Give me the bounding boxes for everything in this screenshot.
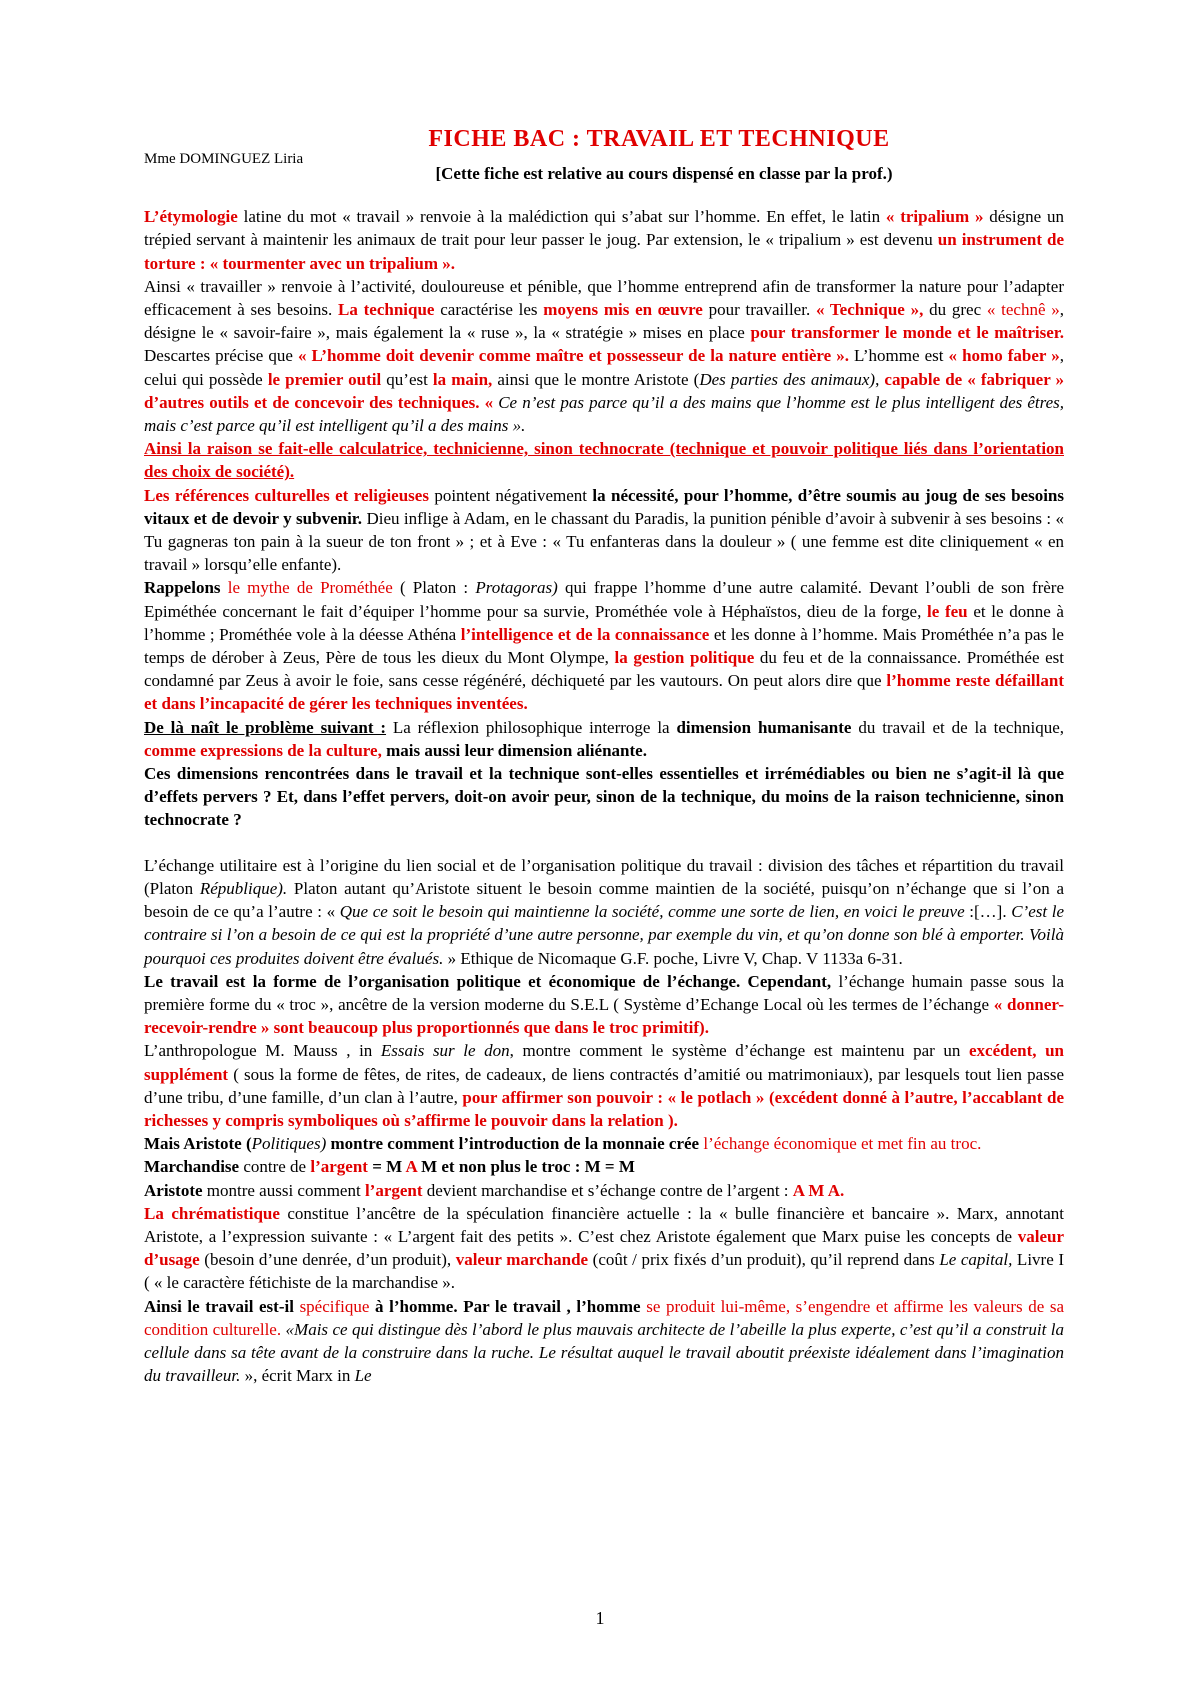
text-run: du grec (923, 300, 987, 320)
text-run: devient marchandise et s’échange contre de l’argent : (422, 1180, 793, 1200)
document-title: FICHE BAC : TRAVAIL ET TECHNIQUE (428, 126, 890, 152)
text-run: A (405, 1157, 417, 1177)
text-run: Des parties des animaux) (699, 369, 876, 389)
paragraph (144, 205, 1064, 275)
text-run: montre aussi comment (202, 1180, 365, 1200)
text-run: Le (354, 1366, 372, 1386)
text-run: , celui qui possède (144, 346, 1064, 389)
text-run: l’échange économique et met fin au troc. (703, 1134, 982, 1154)
paragraph (144, 576, 1064, 715)
text-run: et le donne à l’homme ; Prométhée vole à la déesse Athéna (144, 601, 1064, 644)
text-run: Essais sur le don (380, 1041, 510, 1061)
document-body (144, 205, 1064, 1387)
text-run: M et non plus le troc : M = M (416, 1157, 635, 1177)
text-run: l’intelligence et de la connaissance (460, 624, 710, 644)
text-run: Marchandise (144, 1157, 240, 1177)
text-run: « donner-recevoir-rendre » sont beaucoup plus proportionnés que dans le troc primitif). (144, 994, 1064, 1038)
text-run: valeur d’usage (144, 1226, 1064, 1270)
paragraph (144, 1295, 1064, 1388)
text-run: Le capital, (939, 1250, 1013, 1270)
paragraph (144, 1179, 1064, 1202)
paragraph (144, 484, 1064, 577)
text-run: du feu et de la connaissance. Prométhée est condamné par Zeus à avoir le foie, sans cesse régénéré, déchiqueté par les vautours. On peut alors dire que (144, 648, 1064, 691)
text-run: L’anthropologue M. Mauss , in (144, 1041, 381, 1061)
text-run: un instrument de torture : « tourmenter avec un tripalium ». (144, 230, 1064, 273)
text-run: pour transformer le monde et le maîtriser. (750, 323, 1064, 343)
text-run: « Technique », (815, 300, 924, 320)
text-run: C’est le contraire si l’on a besoin de ce qui est la propriété d’une autre personne, par exemple du vin, et qu’on donne son blé à emporter. Voilà pourquoi ces produites doivent être évalués. (144, 902, 1065, 968)
text-run: latine du mot « travail » renvoie à la malédiction qui s’abat sur l’homme. En effet, le latin (237, 207, 886, 227)
text-run: constitue l’ancêtre de la spéculation financière actuelle : la « bulle financière et bancaire ». Marx, annotant Aristote, a l’expression suivante : « L’argent fait des petits ». C’est chez Aristote également que Marx puise les concepts de (144, 1203, 1064, 1246)
text-run: du travail et de la technique, (851, 717, 1064, 737)
text-run: Aristote (144, 1180, 203, 1200)
paragraph (144, 1155, 1064, 1178)
text-run: se produit lui-même, s’engendre et affirme les valeurs de sa condition culturelle. (144, 1296, 1065, 1339)
text-run: Politiques) (251, 1134, 327, 1154)
text-run: La réflexion philosophique interroge la (386, 717, 677, 737)
text-run: Platon autant qu’Aristote situent le besoin comme maintien de la société, puisqu’on n’échange que si l’on a besoin de ce qu’a l’autre : « (144, 878, 1064, 922)
text-run: Ces dimensions rencontrées dans le travail et la technique sont-elles essentielles et irrémédiables ou bien ne s’agit-il là que d’effets pervers ? Et, dans l’effet pervers, doit-on avoir peur, sinon de la technique, du moins de la raison technicienne, sinon technocrate ? (144, 764, 1064, 830)
text-run: Ainsi la raison se fait-elle calculatrice, technicienne, sinon technocrate (technique et pouvoir politique liés dans l’orientation des choix de société). (144, 439, 1064, 482)
document-subtitle: [Cette fiche est relative au cours dispensé en classe par la prof.) (435, 164, 893, 183)
page-number: 1 (595, 1608, 605, 1628)
text-run: comme expressions de la culture, (144, 740, 382, 760)
document-page (144, 128, 1064, 1387)
text-run: pointent négativement (428, 485, 593, 505)
author-name: Mme DOMINGUEZ Liria (144, 151, 304, 167)
text-run: La chrématistique (144, 1203, 280, 1223)
text-run: qui frappe l’homme d’une autre calamité. Devant l’oubli de son frère Epiméthée concernant le fait d’équiper l’homme pour sa survie, Prométhée vole à Héphaïstos, dieu de la forge, (144, 578, 1064, 621)
paragraph (144, 1039, 1064, 1132)
text-run: , montre comment le système d’échange est maintenu par un (509, 1041, 969, 1061)
text-run: à l’homme. Par le travail , l’homme (375, 1296, 641, 1316)
text-run (221, 578, 228, 597)
text-run: pour affirmer son pouvoir : « le potlach » (excédent donné à l’autre, l’accablant de richesses y compris symboliques où s’affirme le pouvoir dans la relation ). (144, 1087, 1064, 1130)
text-run: L’étymologie (144, 207, 238, 227)
text-run: La technique (338, 300, 435, 320)
paragraph (144, 437, 1064, 483)
text-run: montre comment l’introduction de la monnaie crée (330, 1134, 700, 1154)
text-run: = M (367, 1157, 406, 1177)
text-run: Ce n’est pas parce qu’il a des mains que l’homme est le plus intelligent des êtres, mais c’est parce qu’il est intelligent qu’il a des mains ». (144, 392, 1065, 436)
text-run: (besoin d’une denrée, d’un produit), (199, 1250, 456, 1270)
text-run: moyens mis en œuvre (543, 300, 703, 320)
paragraph (144, 854, 1064, 970)
paragraph (144, 275, 1064, 437)
text-run: Le travail est la forme de l’organisation politique et économique de l’échange. Cependant, (144, 971, 832, 991)
text-run: Protagoras) (475, 578, 558, 598)
text-run: capable de « fabriquer » d’autres outils et de concevoir des techniques. (144, 369, 1065, 412)
text-run: désigne un trépied servant à maintenir les animaux de trait pour leur passer le joug. Par extension, le « tripalium » est devenu (144, 207, 1064, 250)
text-run: » Ethique de Nicomaque G.F. poche, Livre V, Chap. V 1133a 6-31. (443, 948, 903, 968)
text-run: « (484, 392, 499, 412)
text-run: , désigne le « savoir-faire », mais également la « ruse », la « stratégie » mises en place (144, 300, 1065, 343)
text-run: mais aussi leur dimension aliénante. (386, 740, 647, 760)
text-run: L’échange utilitaire est à l’origine du lien social et de l’organisation politique du travail : division des tâches et répartition du travail (Platon (144, 855, 1064, 898)
text-run: valeur marchande (455, 1250, 589, 1270)
text-run: la main, (432, 369, 493, 389)
text-run: le feu (927, 601, 968, 621)
text-run: «Mais ce qui distingue dès l’abord le plus mauvais architecte de l’abeille la plus experte, c’est qu’il a construit la cellule dans sa tête avant de la construire dans la ruche. Le résultat auquel le travail aboutit préexiste idéalement dans l’imagination du travailleur. (144, 1319, 1064, 1386)
paragraph (144, 970, 1064, 1040)
text-run: ( Platon : (392, 578, 476, 598)
paragraph (144, 1202, 1064, 1295)
text-run: la nécessité, pour l’homme, d’être soumis au joug de ses besoins vitaux et de devoir y subvenir. (144, 485, 1065, 528)
text-run: la gestion politique (614, 648, 755, 668)
text-run: ainsi que le montre Aristote ( (492, 369, 700, 389)
paragraph (144, 1132, 1064, 1155)
text-run: », écrit Marx in (240, 1366, 355, 1386)
text-run: Descartes précise que (144, 346, 298, 366)
text-run: Dieu inflige à Adam, en le chassant du Paradis, la punition pénible d’avoir à subvenir à ses besoins : « Tu gagneras ton pain à la sueur de ton front » ; et à Eve : « Tu enfanteras dans la douleur » ( une femme est dite cliniquement « en travail » lorsqu’elle enfante). (144, 508, 1064, 575)
paragraph-spacer (144, 832, 1064, 854)
text-run: l’argent (364, 1180, 423, 1200)
text-run: ( sous la forme de fêtes, de rites, de cadeaux, de liens contractés d’amitié ou matrimoniaux), par lesquels tout lien passe d’une tribu, d’une famille, d’un clan à l’autre, (144, 1064, 1064, 1107)
text-run: « technê » (986, 300, 1060, 320)
text-run: :[…]. (964, 902, 1012, 922)
text-run: L’homme est (848, 346, 949, 366)
text-run: le premier outil (267, 369, 382, 389)
text-run: caractérise les (434, 300, 544, 320)
text-run: Les références culturelles et religieuses (144, 485, 429, 505)
text-run: Livre I ( « le caractère fétichiste de la marchandise ». (144, 1250, 1064, 1293)
text-run: et les donne à l’homme. Mais Prométhée n’a pas le temps de dérober à Zeus, Père de tous les dieux du Mont Olympe, (144, 624, 1064, 668)
paragraph (144, 716, 1064, 762)
text-run: l’argent (310, 1157, 368, 1177)
text-run: « L’homme doit devenir comme maître et possesseur de la nature entière ». (297, 346, 849, 366)
document-header (144, 126, 1064, 167)
text-run: Ainsi « travailler » renvoie à l’activité, douloureuse et pénible, que l’homme entreprend afin de transformer la nature pour l’adapter efficacement à ses besoins. (144, 276, 1064, 320)
text-run: pour travailler. (702, 300, 816, 320)
text-run: (coût / prix fixés d’un produit), qu’il reprend dans (588, 1250, 940, 1270)
text-run: Que ce soit le besoin qui maintienne la société, comme une sorte de lien, en voici le preuve (339, 902, 965, 922)
text-run: Mais Aristote ( (144, 1134, 252, 1154)
text-run: « homo faber » (948, 346, 1060, 366)
text-run: Ainsi le travail est-il (144, 1296, 294, 1316)
text-run: spécifique (299, 1296, 370, 1316)
text-run: qu’est (381, 369, 433, 389)
text-run: dimension humanisante (676, 717, 852, 737)
text-run: contre de (239, 1157, 311, 1177)
text-run: « tripalium » (885, 207, 984, 227)
text-run: De là naît le problème suivant : (144, 717, 387, 737)
text-run: République). (199, 878, 288, 898)
text-run: l’échange humain passe sous la première forme du « troc », ancêtre de la version moderne du S.E.L ( Système d’Echange Local où les termes de l’échange (144, 971, 1064, 1014)
text-run: , (875, 369, 885, 389)
text-run: excédent, un supplément (144, 1041, 1064, 1084)
text-run: le mythe de Prométhée (227, 578, 393, 598)
paragraph (144, 762, 1064, 832)
text-run: l’homme reste défaillant et dans l’incapacité de gérer les techniques inventées. (144, 671, 1064, 714)
text-run: A M A. (792, 1180, 845, 1200)
text-run: Rappelons (144, 578, 221, 598)
